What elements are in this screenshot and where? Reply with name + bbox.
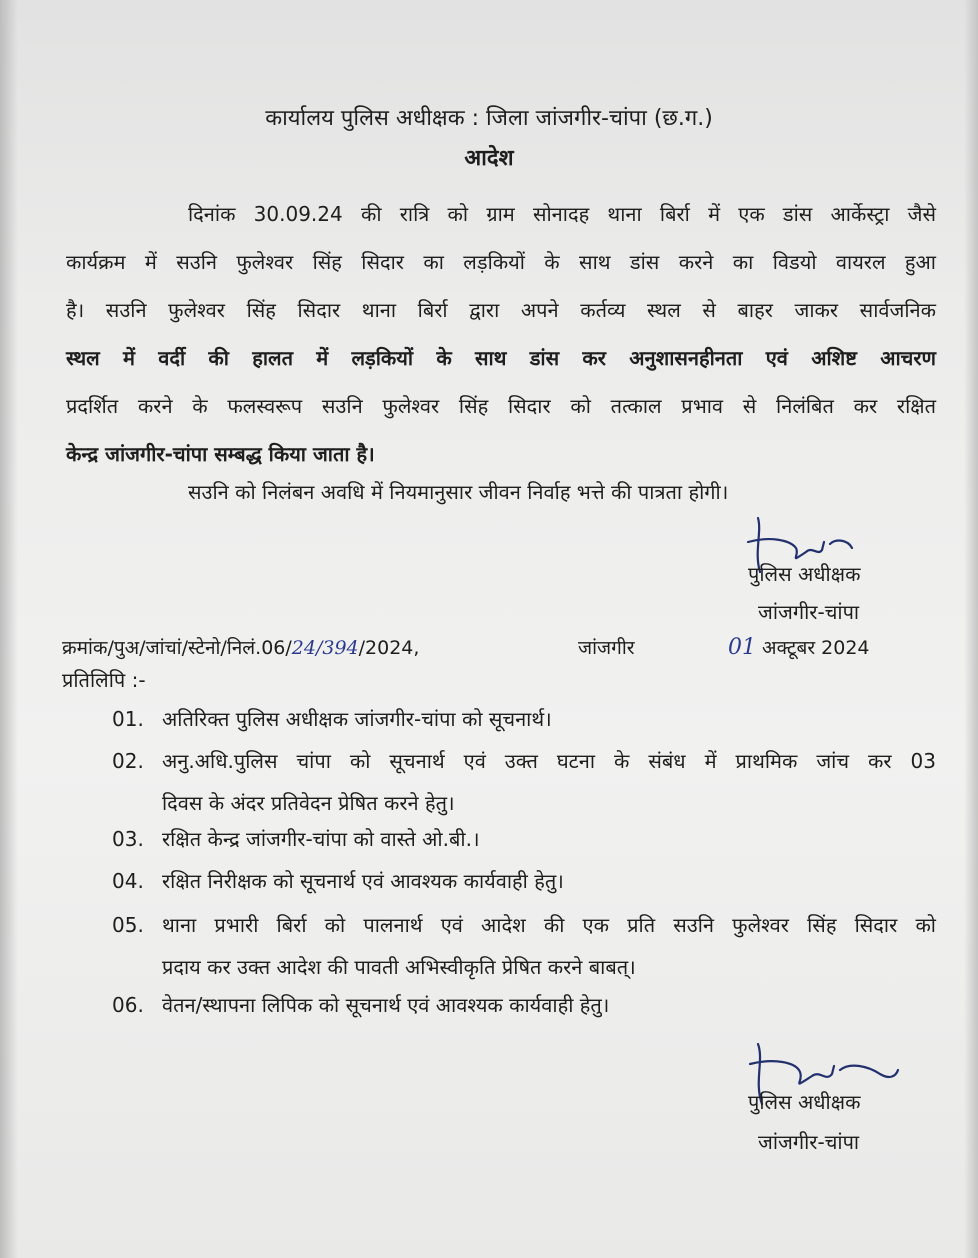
signature-2-designation: पुलिस अधीक्षक: [748, 1090, 861, 1114]
order-paragraph: [66, 190, 936, 478]
paragraph-line: केन्द्र जांजगीर-चांपा सम्बद्ध किया जाता है।: [66, 442, 375, 466]
list-item-text: रक्षित केन्द्र जांजगीर-चांपा को वास्ते ओ.बी.।: [162, 827, 480, 851]
list-item-number: 06.: [112, 993, 144, 1017]
copy-label: प्रतिलिपि :-: [62, 668, 146, 692]
signature-2-district: जांजगीर-चांपा: [758, 1130, 860, 1154]
list-item-number: 04.: [112, 869, 144, 893]
reference-place: जांजगीर: [578, 637, 635, 659]
list-item-number: 05.: [112, 913, 144, 937]
paragraph-line: स्थल में वर्दी की हालत में लड़कियों के साथ डांस कर अनुशासनहीनता एवं अशिष्ट आचरण: [66, 346, 936, 370]
list-item-text: अनु.अधि.पुलिस चांपा को सूचनार्थ एवं उक्त घटना के संबंध में प्राथमिक जांच कर 03: [162, 749, 936, 773]
reference-number: [62, 634, 419, 660]
reference-month-year: अक्टूबर 2024: [762, 637, 870, 659]
list-item-text: प्रदाय कर उक्त आदेश की पावती अभिस्वीकृति प्रेषित करने बाबत्।: [162, 955, 636, 979]
list-item-number: 02.: [112, 749, 144, 773]
order-title: आदेश: [464, 146, 514, 171]
reference-handwritten-number: 24/394: [291, 637, 359, 659]
list-item-text: रक्षित निरीक्षक को सूचनार्थ एवं आवश्यक कार्यवाही हेतु।: [162, 869, 564, 893]
paragraph-line: कार्यक्रम में सउनि फुलेश्वर सिंह सिदार का लड़कियों के साथ डांस करने का विडयो वायरल हुआ: [66, 250, 936, 274]
reference-day: 01: [728, 635, 756, 660]
list-item-number: 01.: [112, 707, 144, 731]
allowance-paragraph: सउनि को निलंबन अवधि में नियमानुसार जीवन निर्वाह भत्ते की पात्रता होगी।: [188, 480, 729, 504]
list-item-number: 03.: [112, 827, 144, 851]
list-item-text: वेतन/स्थापना लिपिक को सूचनार्थ एवं आवश्यक कार्यवाही हेतु।: [162, 993, 610, 1017]
reference-prefix: क्रमांक/पुअ/जांचां/स्टेनो/निलं.06/: [62, 637, 292, 659]
list-item-text: दिवस के अंदर प्रतिवेदन प्रेषित करने हेतु।: [162, 791, 455, 815]
signature-1-designation: पुलिस अधीक्षक: [748, 562, 861, 586]
list-item-text: थाना प्रभारी बिर्रा को पालनार्थ एवं आदेश की एक प्रति सउनि फुलेश्वर सिंह सिदार को: [162, 913, 936, 937]
office-heading: कार्यालय पुलिस अधीक्षक : जिला जांजगीर-चांपा (छ.ग.): [265, 106, 713, 131]
reference-suffix: /2024,: [358, 637, 420, 659]
list-item-text: अतिरिक्त पुलिस अधीक्षक जांजगीर-चांपा को सूचनार्थ।: [162, 707, 552, 731]
reference-date: [728, 634, 870, 660]
signature-1-district: जांजगीर-चांपा: [758, 600, 860, 624]
paragraph-line: है। सउनि फुलेश्वर सिंह सिदार थाना बिर्रा द्वारा अपने कर्तव्य स्थल से बाहर जाकर सार्वजनिक: [66, 298, 936, 322]
paragraph-line: प्रदर्शित करने के फलस्वरूप सउनि फुलेश्वर सिंह सिदार को तत्काल प्रभाव से निलंबित कर रक्षित: [66, 394, 936, 418]
paragraph-line: दिनांक 30.09.24 की रात्रि को ग्राम सोनादह थाना बिर्रा में एक डांस आर्केस्ट्रा जैसे: [188, 202, 936, 226]
